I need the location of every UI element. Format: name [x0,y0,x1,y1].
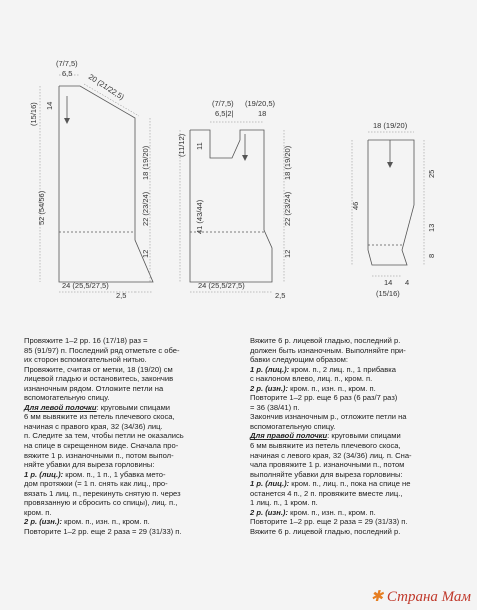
instructions-right-column [250,336,465,536]
sleeve-right-top: 25 [427,169,436,178]
back-outline [59,86,153,282]
sleeve-right-mid: 13 [427,223,436,232]
site-watermark [371,587,471,606]
paragraph-increases: Вяжите 6 р. лицевой гладью, последний р. должен быть изнаночным. Выполняйте при- бавки следующим образом: [250,336,406,365]
back-left-top2: 14 [45,101,54,110]
front-bottom-extra: 2,5 [275,291,286,300]
front-bottom-right: 12 [283,249,292,258]
sleeve-height-total: 46 [351,201,360,210]
front-mid-right: 22 (23/24) [283,191,292,226]
front-top-a: (7/7,5) [212,99,234,108]
row2-label: 2 р. (изн.): [24,517,62,527]
row1-label: 1 р. (лиц.): [250,364,290,374]
left-front-text: : круговыми спицами 6 мм вывяжите из петель плечевого скоса, начиная с правого края, 32 (34/36) лиц. п. Следите за тем, чтобы петли не оказались на спице в скрещенном виде. Сначала про- вяжите 1 р. изнаночными п., потом выпол- няйте убавки для выреза горловины: [24,402,184,470]
sleeve-arrow-head [387,162,393,168]
row1-text: кром. п., 1 п., 1 убавка мето- дом протяжки (= 1 п. снять как лиц., про- вязать 1 лиц. п., перекинуть снятую п. через провязанную и сбросить со спицы), лиц. п., кром. п. [24,469,181,517]
front-neck-b: 11 [195,142,204,150]
paragraph-intro: Провяжите 1–2 рр. 16 (17/18) раз = 85 (91/97) п. Последний ряд отметьте с обе- их сторон вспомогательной нитью. Провяжите, считая от метки, 18 (19/20) см лицевой гладью и остановитесь, закончив изнаночным рядом. Отложите петли на вспомогательную спицу. [24,336,180,403]
sleeve-outline [368,140,414,265]
front-height-total: 41 (43/44) [195,199,204,234]
front-bottom-width: 24 (25,5/27,5) [198,281,245,290]
back-height-total: 52 (54/56) [37,190,46,225]
sleeve-right-bottom: 8 [427,253,436,258]
row3-label: 1 р. (лиц.): [250,479,290,489]
left-front-heading: Для левой полочки [24,402,97,412]
back-mid-right: 22 (23/24) [141,191,150,226]
back-shoulder: 20 (21/22,5) [86,72,126,102]
instructions-left-column [24,336,239,536]
row2-label: 2 р. (изн.): [250,383,288,393]
row3-text: кром. п., лиц. п., пока на спице не останется 4 п., 2 п. провяжите вместе лиц., 1 лиц. п., 1 кром. п. [250,479,411,508]
row1-label: 1 р. (лиц.): [24,469,64,479]
back-top-width-b: 6,5 [62,69,73,78]
watermark-text: Страна Мам [386,589,471,605]
right-front-heading: Для правой полочки [250,431,328,441]
front-neck-a: (11/12) [177,133,186,157]
front-right-top: 18 (19/20) [283,145,292,180]
sleeve-bottom-extra: 4 [405,278,410,287]
front-top-c: (19/20,5) [245,99,276,108]
back-bottom-right: 12 [141,249,150,258]
back-arrow-head [64,118,70,124]
row4-label: 2 р. (изн.): [250,507,288,517]
back-left-top: (15/16) [29,102,38,126]
sleeve-bottom-width: 14 [384,278,393,287]
back-right-top: 18 (19/20) [141,145,150,180]
back-bottom-width: 24 (25,5/27,5) [62,281,109,290]
row2-text: кром. п., изн. п., кром. п. Повторите 1–2 рр. еще 6 раз (6 раз/7 раз) = 36 (38/41) п. Закончив изнаночным р., отложите петли на вспомогательную спицу. [250,383,407,431]
back-top-width-a: (7/7,5) [56,59,78,68]
right-front-text: : круговыми спицами 6 мм вывяжите из петель плечевого скоса, начиная с левого края, 32 (34/36) лиц. п. Сна- чала провяжите 1 р. изнаночными п., потом выполняйте убавки для выреза горловины: [250,431,412,479]
front-arrow-head [242,155,248,161]
row1-text: кром. п., 2 лиц. п., 1 прибавка с наклоном влево, лиц. п., кром. п. [250,364,396,384]
sleeve-top-width: 18 (19/20) [373,121,408,130]
row2-text: кром. п., изн. п., кром. п. Повторите 1–2 рр. еще 2 раза = 29 (31/33) п. [24,517,182,536]
sleeve-bottom-alt: (15/16) [376,289,400,298]
front-top-d: 18 [258,109,267,118]
row4-text: кром. п., изн. п., кром. п. Повторите 1–2 рр. еще 2 раза = 29 (31/33) п. Вяжите 6 р. лицевой гладью, последний р. [250,507,408,536]
star-icon: ✱ [370,589,384,605]
back-bottom-extra: 2,5 [116,291,127,300]
front-top-b: 6,5|2| [215,109,234,118]
